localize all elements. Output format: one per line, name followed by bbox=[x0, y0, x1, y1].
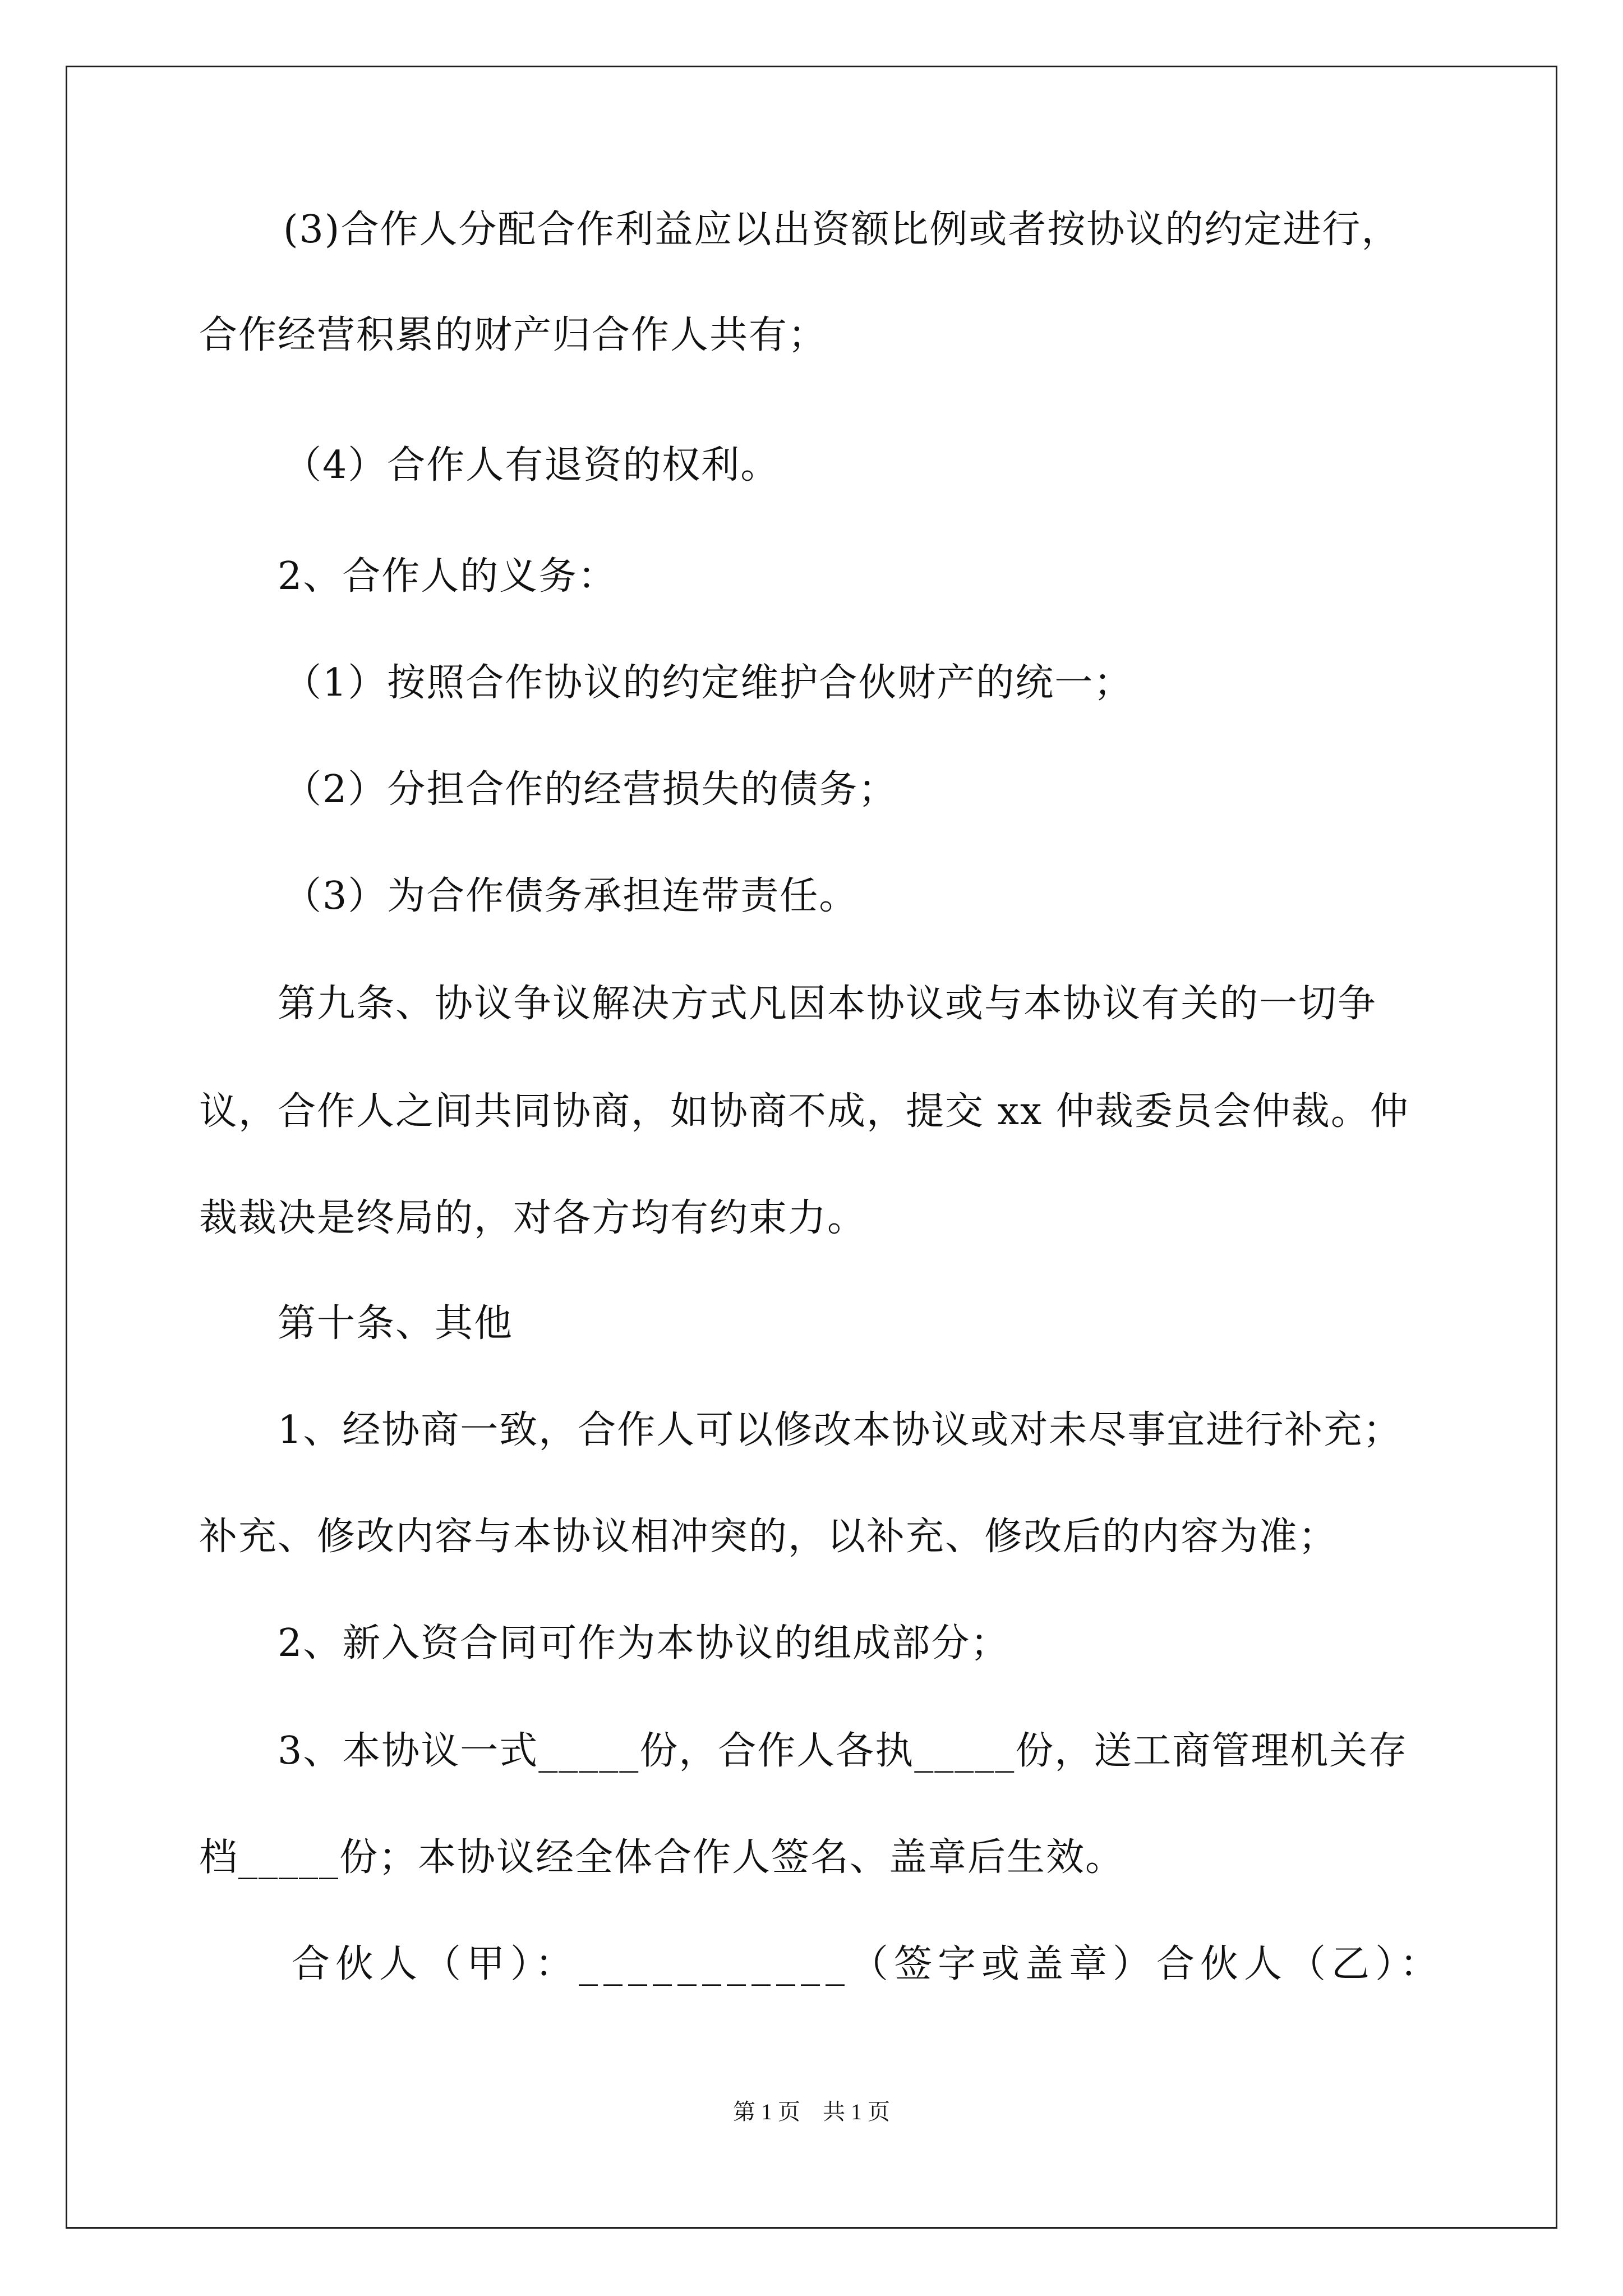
article-nine-heading: 第九条、协议争议解决方式凡因本协议或与本协议有关的一切争 bbox=[278, 982, 1377, 1026]
text-line: （3）为合作债务承担连带责任。 bbox=[283, 874, 859, 918]
text-line: 1、经协商一致，合作人可以修改本协议或对未尽事宜进行补充； bbox=[278, 1408, 1403, 1452]
text-line: 2、新入资合同可作为本协议的组成部分； bbox=[278, 1621, 1010, 1665]
page-number-footer: 第 1 页 共 1 页 bbox=[733, 2099, 890, 2124]
text-line: （1）按照合作协议的约定维护合伙财产的统一； bbox=[283, 661, 1133, 705]
text-line: （2）分担合作的经营损失的债务； bbox=[283, 767, 898, 812]
page-border bbox=[66, 66, 1557, 2229]
text-line: 2、合作人的义务： bbox=[278, 554, 617, 599]
article-ten-heading: 第十条、其他 bbox=[278, 1301, 514, 1346]
signature-line: 合伙人（甲）：___________（签字或盖章）合伙人（乙）： bbox=[292, 1942, 1444, 1986]
text-line: （4）合作人有退资的权利。 bbox=[283, 443, 780, 487]
text-line: 议，合作人之间共同协商，如协商不成，提交 xx 仲裁委员会仲裁。仲 bbox=[199, 1089, 1409, 1134]
text-line: 档_____份；本协议经全体合作人签名、盖章后生效。 bbox=[199, 1835, 1125, 1880]
text-line: 裁裁决是终局的，对各方均有约束力。 bbox=[199, 1196, 867, 1240]
text-line: (3)合作人分配合作利益应以出资额比例或者按协议的约定进行， bbox=[283, 208, 1401, 252]
text-line: 合作经营积累的财产归合作人共有； bbox=[199, 313, 828, 357]
text-line: 3、本协议一式_____份，合作人各执_____份，送工商管理机关存 bbox=[278, 1729, 1408, 1773]
text-line: 补充、修改内容与本协议相冲突的，以补充、修改后的内容为准； bbox=[199, 1515, 1338, 1559]
